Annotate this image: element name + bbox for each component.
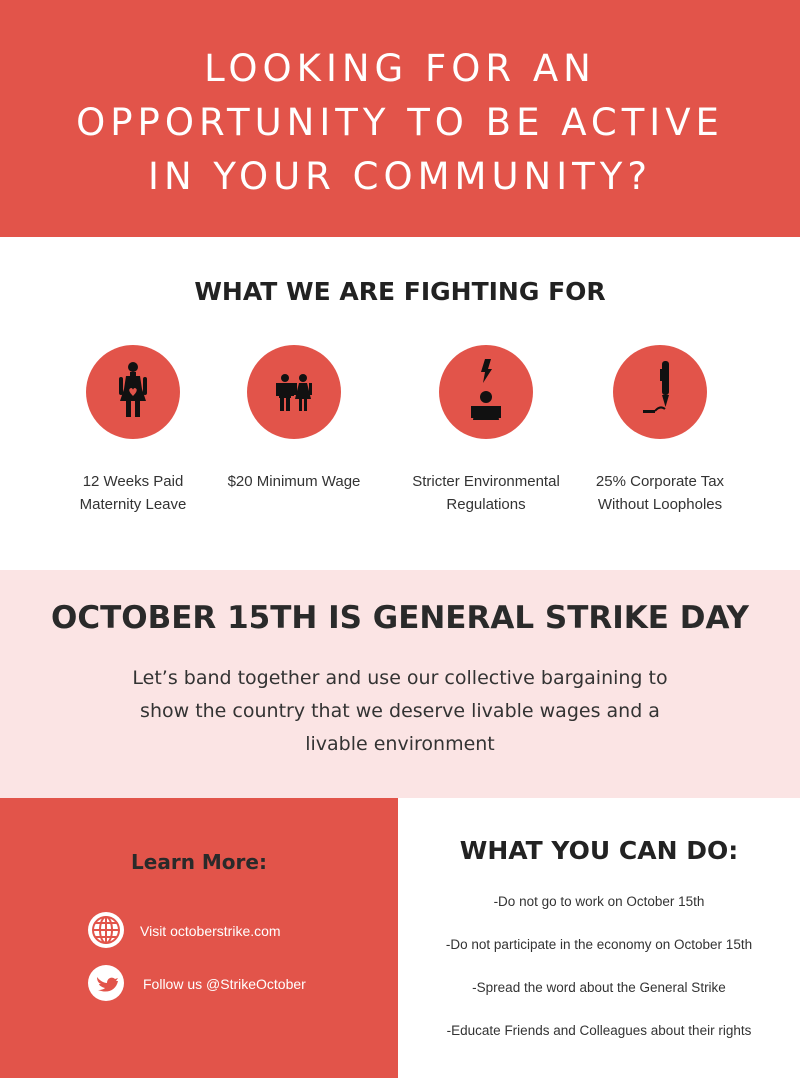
cause-label [570, 470, 750, 516]
cause-label [204, 470, 384, 493]
pregnant-woman-icon [86, 345, 180, 439]
strike-body-line: livable environment [305, 733, 495, 755]
action-item: -Do not go to work on October 15th [493, 894, 705, 909]
cause-label-line: Maternity Leave [79, 496, 187, 513]
hero-title-line: LOOKING FOR AN [204, 47, 596, 90]
hero-title-line: OPPORTUNITY TO BE ACTIVE [76, 101, 724, 144]
hero-title-line: IN YOUR COMMUNITY? [148, 155, 652, 198]
twitter-bird-icon[interactable] [86, 963, 126, 1003]
strike-body-line: Let’s band together and use our collective bargaining to [132, 667, 668, 689]
cause-label [396, 470, 576, 516]
pen-signature-icon [613, 345, 707, 439]
action-item: -Educate Friends and Colleagues about their rights [446, 1023, 752, 1038]
website-link[interactable]: Visit octoberstrike.com [140, 923, 281, 939]
strike-day-section [0, 570, 800, 798]
action-item: -Spread the word about the General Strike [472, 980, 726, 995]
globe-icon [86, 910, 126, 950]
strike-body-line: show the country that we deserve livable wages and a [140, 700, 660, 722]
fighting-for-heading: WHAT WE ARE FIGHTING FOR [194, 277, 606, 306]
hero-banner [0, 0, 800, 237]
what-you-can-do-heading: WHAT YOU CAN DO: [459, 836, 739, 865]
action-list [398, 894, 800, 1066]
learn-more-heading: Learn More: [131, 850, 267, 874]
cause-label-line: Without Loopholes [597, 496, 723, 513]
cause-label-line: Regulations [446, 496, 526, 513]
cause-label [43, 470, 223, 516]
man-woman-icon [247, 345, 341, 439]
cause-label-line: Stricter Environmental [412, 473, 560, 490]
learn-more-panel [0, 798, 398, 1078]
lightning-person-icon [439, 345, 533, 439]
cause-label-line: $20 Minimum Wage [227, 473, 361, 490]
action-item: -Do not participate in the economy on October 15th [445, 937, 753, 952]
cause-label-line: 25% Corporate Tax [595, 473, 725, 490]
strike-day-body [50, 662, 750, 761]
hero-title [0, 42, 800, 204]
strike-day-heading: OCTOBER 15TH IS GENERAL STRIKE DAY [51, 600, 749, 636]
fighting-for-section [0, 237, 800, 570]
what-you-can-do-panel [398, 798, 800, 1078]
cause-label-line: 12 Weeks Paid [82, 473, 184, 490]
twitter-link[interactable]: Follow us @StrikeOctober [143, 976, 306, 992]
